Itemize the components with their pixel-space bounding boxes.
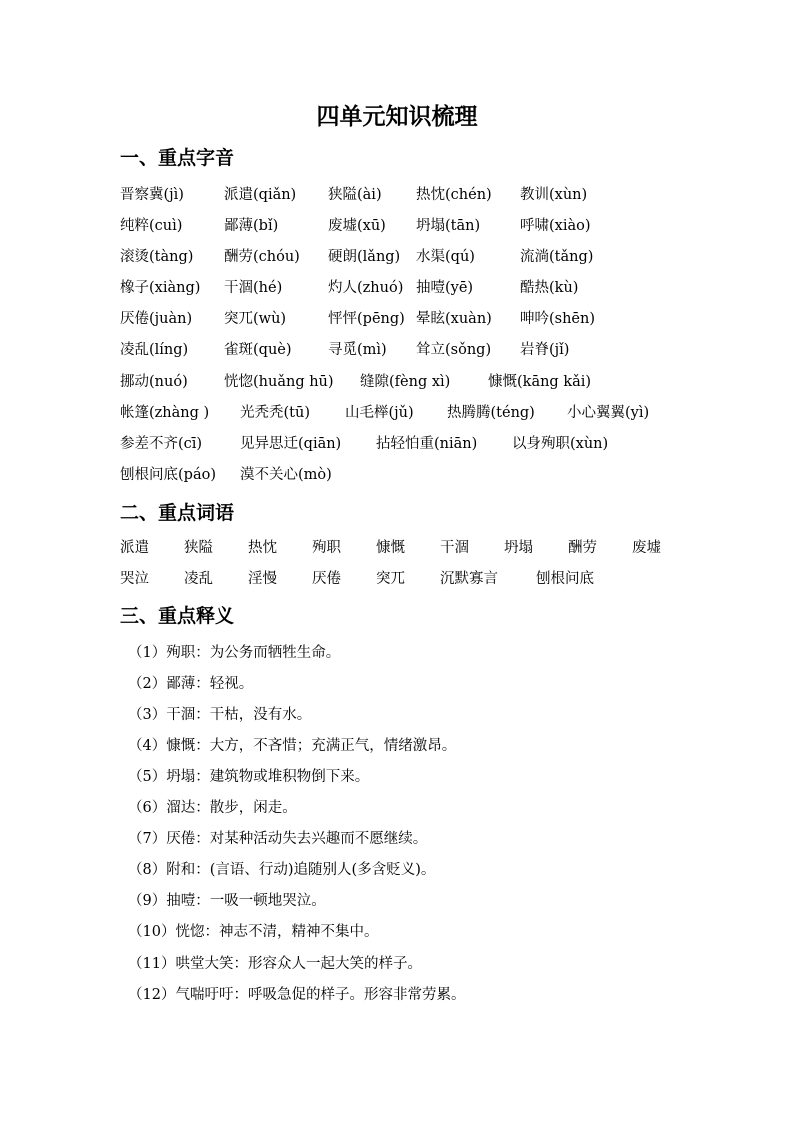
pronunciation-row <box>120 276 680 300</box>
pronunciation-row <box>120 183 680 207</box>
vocabulary-item: 派遣 <box>120 540 149 556</box>
section-heading-pronunciation: 一、重点字音 <box>120 147 235 169</box>
vocabulary-item: 凌乱 <box>184 571 213 587</box>
pronunciation-item: 流淌(tǎng) <box>520 249 594 265</box>
definition-item: （6）溜达：散步，闲走。 <box>128 800 297 816</box>
pronunciation-item: 纯粹(cuì) <box>120 218 183 234</box>
pronunciation-item: 呼啸(xiào) <box>520 218 591 234</box>
pronunciation-item: 挪动(nuó) <box>120 374 188 390</box>
pronunciation-item: 厌倦(juàn) <box>120 311 193 327</box>
pronunciation-item: 热忱(chén) <box>416 187 492 203</box>
pronunciation-item: 呻吟(shēn) <box>520 311 596 327</box>
pronunciation-item: 滚烫(tàng) <box>120 249 194 265</box>
pronunciation-item: 狭隘(ài) <box>328 187 382 203</box>
pronunciation-item: 坍塌(tān) <box>416 218 481 234</box>
vocabulary-item: 刨根问底 <box>536 571 594 587</box>
pronunciation-row <box>120 338 680 362</box>
pronunciation-item: 寻觅(mì) <box>328 342 387 358</box>
vocabulary-item: 狭隘 <box>184 540 213 556</box>
definition-item: （8）附和：(言语、行动)追随别人(多含贬义)。 <box>128 862 436 878</box>
pronunciation-row <box>120 307 680 331</box>
pronunciation-item: 硬朗(lǎng) <box>328 249 401 265</box>
vocabulary-item: 厌倦 <box>312 571 341 587</box>
pronunciation-item: 慷慨(kāng kǎi) <box>488 374 592 390</box>
pronunciation-item: 橡子(xiàng) <box>120 280 201 296</box>
vocabulary-item: 热忱 <box>248 540 277 556</box>
page-title: 四单元知识梳理 <box>316 103 478 130</box>
definition-item: （12）气喘吁吁：呼吸急促的样子。形容非常劳累。 <box>128 987 466 1003</box>
definition-item: （11）哄堂大笑：形容众人一起大笑的样子。 <box>128 956 422 972</box>
vocabulary-item: 废墟 <box>632 540 661 556</box>
vocabulary-row <box>120 536 680 560</box>
pronunciation-row <box>120 432 680 456</box>
pronunciation-row <box>120 463 680 487</box>
pronunciation-item: 帐篷(zhàng ) <box>120 405 210 421</box>
section-heading-definitions: 三、重点释义 <box>120 605 235 627</box>
vocabulary-item: 淫慢 <box>248 571 277 587</box>
vocabulary-item: 突兀 <box>376 571 405 587</box>
pronunciation-item: 酷热(kù) <box>520 280 579 296</box>
pronunciation-item: 刨根问底(páo) <box>120 467 216 483</box>
vocabulary-item: 坍塌 <box>504 540 533 556</box>
pronunciation-item: 教训(xùn) <box>520 187 588 203</box>
pronunciation-item: 派遣(qiǎn) <box>224 187 297 203</box>
pronunciation-item: 山毛榉(jǔ) <box>345 405 414 421</box>
definition-item: （2）鄙薄：轻视。 <box>128 676 254 692</box>
pronunciation-item: 光秃秃(tū) <box>240 405 310 421</box>
pronunciation-item: 怦怦(pēng) <box>328 311 405 327</box>
definition-item: （1）殉职：为公务而牺牲生命。 <box>128 645 341 661</box>
pronunciation-row <box>120 401 680 425</box>
vocabulary-item: 殉职 <box>312 540 341 556</box>
pronunciation-item: 水渠(qú) <box>416 249 475 265</box>
vocabulary-row <box>120 567 680 591</box>
pronunciation-item: 抽噎(yē) <box>416 280 474 296</box>
pronunciation-item: 干涸(hé) <box>224 280 283 296</box>
pronunciation-item: 见异思迁(qiān) <box>240 436 342 452</box>
vocabulary-item: 沉默寡言 <box>440 571 498 587</box>
pronunciation-item: 晋察冀(jì) <box>120 187 184 203</box>
pronunciation-item: 小心翼翼(yì) <box>567 405 650 421</box>
pronunciation-item: 漠不关心(mò) <box>240 467 332 483</box>
pronunciation-item: 以身殉职(xùn) <box>512 436 609 452</box>
pronunciation-item: 参差不齐(cī) <box>120 436 203 452</box>
definition-item: （7）厌倦：对某种活动失去兴趣而不愿继续。 <box>128 831 428 847</box>
pronunciation-item: 耸立(sǒng) <box>416 342 492 358</box>
vocabulary-item: 干涸 <box>440 540 469 556</box>
definition-item: （4）慷慨：大方，不吝惜；充满正气，情绪激昂。 <box>128 738 457 754</box>
section-heading-vocabulary: 二、重点词语 <box>120 502 235 524</box>
pronunciation-row <box>120 245 680 269</box>
vocabulary-item: 哭泣 <box>120 571 149 587</box>
pronunciation-item: 鄙薄(bǐ) <box>224 218 279 234</box>
pronunciation-item: 灼人(zhuó) <box>328 280 404 296</box>
pronunciation-item: 晕眩(xuàn) <box>416 311 492 327</box>
definition-item: （3）干涸：干枯，没有水。 <box>128 707 312 723</box>
definition-item: （5）坍塌：建筑物或堆积物倒下来。 <box>128 769 370 785</box>
pronunciation-item: 缝隙(fèng xì) <box>360 374 451 390</box>
pronunciation-item: 岩脊(jǐ) <box>520 342 570 358</box>
definition-item: （10）恍惚：神志不清，精神不集中。 <box>128 924 379 940</box>
vocabulary-item: 酬劳 <box>568 540 597 556</box>
pronunciation-item: 突兀(wù) <box>224 311 287 327</box>
vocabulary-item: 慷慨 <box>376 540 405 556</box>
pronunciation-item: 拈轻怕重(niān) <box>376 436 478 452</box>
definition-item: （9）抽噎：一吸一顿地哭泣。 <box>128 893 326 909</box>
pronunciation-row <box>120 214 680 238</box>
pronunciation-item: 凌乱(líng) <box>120 342 189 358</box>
pronunciation-row <box>120 370 680 394</box>
pronunciation-item: 恍惚(huǎng hū) <box>224 374 334 390</box>
pronunciation-item: 雀斑(què) <box>224 342 292 358</box>
pronunciation-item: 热腾腾(téng) <box>447 405 535 421</box>
pronunciation-item: 废墟(xū) <box>328 218 386 234</box>
pronunciation-item: 酬劳(chóu) <box>224 249 300 265</box>
